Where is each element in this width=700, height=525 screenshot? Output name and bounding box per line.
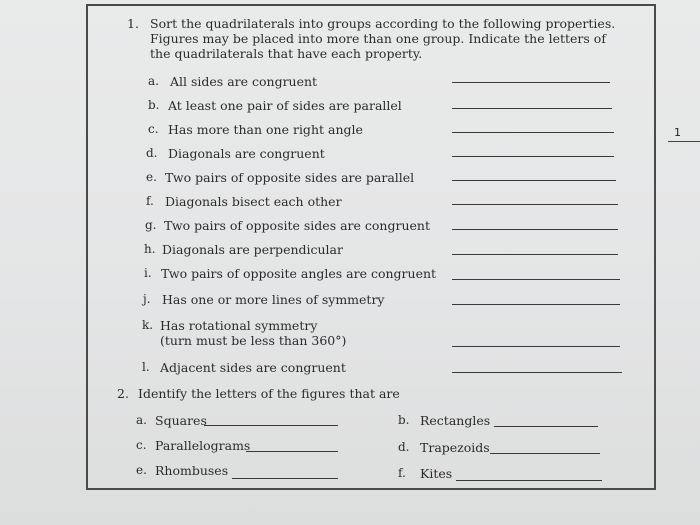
q2-item-a-letter: a.: [136, 413, 147, 427]
q1-item-a-answer-line[interactable]: [452, 82, 610, 83]
q1-item-l-text: Adjacent sides are congruent: [160, 360, 346, 375]
q2-item-d-text: Trapezoids: [420, 440, 490, 455]
q1-item-l-answer-line[interactable]: [452, 372, 622, 373]
q1-item-c-answer-line[interactable]: [452, 132, 614, 133]
q2-item-c-text: Parallelograms: [155, 438, 251, 453]
q1-item-h-text: Diagonals are perpendicular: [162, 242, 343, 257]
q1-item-l-letter: l.: [142, 360, 150, 374]
q1-item-g-letter: g.: [145, 218, 157, 232]
q2-item-d-answer-line[interactable]: [490, 453, 600, 454]
q1-item-d-letter: d.: [146, 146, 158, 160]
q1-item-a-letter: a.: [148, 74, 159, 88]
q1-item-f-letter: f.: [146, 194, 154, 208]
q2-item-a-answer-line[interactable]: [204, 425, 338, 426]
q1-item-e-letter: e.: [146, 170, 157, 184]
q1-item-d-text: Diagonals are congruent: [168, 146, 325, 161]
q2-item-a-text: Squares: [155, 413, 207, 428]
q1-item-h-letter: h.: [144, 242, 156, 256]
q1-item-k-subtext: (turn must be less than 360°): [160, 333, 347, 348]
q1-item-g-text: Two pairs of opposite sides are congruent: [164, 218, 430, 233]
q1-item-b-answer-line[interactable]: [452, 108, 612, 109]
q2-item-e-letter: e.: [136, 463, 147, 477]
q1-item-i-answer-line[interactable]: [452, 279, 620, 280]
q1-item-d-answer-line[interactable]: [452, 156, 614, 157]
q1-item-c-letter: c.: [148, 122, 159, 136]
q2-item-b-text: Rectangles: [420, 413, 491, 428]
q2-item-e-text: Rhombuses: [155, 463, 229, 478]
q2-item-f-letter: f.: [398, 466, 406, 480]
q1-item-f-answer-line[interactable]: [452, 204, 618, 205]
q2-item-b-answer-line[interactable]: [494, 426, 598, 427]
question-2-text: Identify the letters of the figures that are: [138, 386, 400, 401]
question-1-number: 1.: [127, 16, 139, 31]
q1-item-j-text: Has one or more lines of symmetry: [162, 292, 385, 307]
q1-item-c-text: Has more than one right angle: [168, 122, 363, 137]
q1-item-f-text: Diagonals bisect each other: [165, 194, 342, 209]
q1-item-e-text: Two pairs of opposite sides are parallel: [165, 170, 415, 185]
q1-item-j-letter: j.: [143, 292, 151, 306]
q1-item-b-text: At least one pair of sides are parallel: [168, 98, 402, 113]
q2-item-e-answer-line[interactable]: [232, 478, 338, 479]
q1-item-i-text: Two pairs of opposite angles are congruent: [161, 266, 437, 281]
q1-item-k-letter: k.: [142, 318, 154, 332]
q1-item-k-text: Has rotational symmetry: [160, 318, 318, 333]
q2-item-f-text: Kites: [420, 466, 453, 481]
question-2-number: 2.: [117, 386, 129, 401]
q1-item-e-answer-line[interactable]: [452, 180, 616, 181]
q1-item-i-letter: i.: [144, 266, 152, 280]
q2-item-d-letter: d.: [398, 440, 410, 454]
margin-rule: [668, 141, 700, 142]
q2-item-b-letter: b.: [398, 413, 410, 427]
q1-item-g-answer-line[interactable]: [452, 229, 618, 230]
question-1-text: Sort the quadrilaterals into groups according to the following properties. Figures may be placed into more than one group. Indicate the letters of the quadrilaterals that have each property.: [150, 16, 616, 61]
q1-item-j-answer-line[interactable]: [452, 304, 620, 305]
q2-item-c-letter: c.: [136, 438, 147, 452]
q2-item-f-answer-line[interactable]: [456, 480, 602, 481]
q2-item-c-answer-line[interactable]: [246, 451, 338, 452]
margin-page-number: 1: [674, 126, 681, 139]
q1-item-a-text: All sides are congruent: [170, 74, 318, 89]
q1-item-h-answer-line[interactable]: [452, 254, 618, 255]
q1-item-k-answer-line[interactable]: [452, 346, 620, 347]
q1-item-b-letter: b.: [148, 98, 160, 112]
